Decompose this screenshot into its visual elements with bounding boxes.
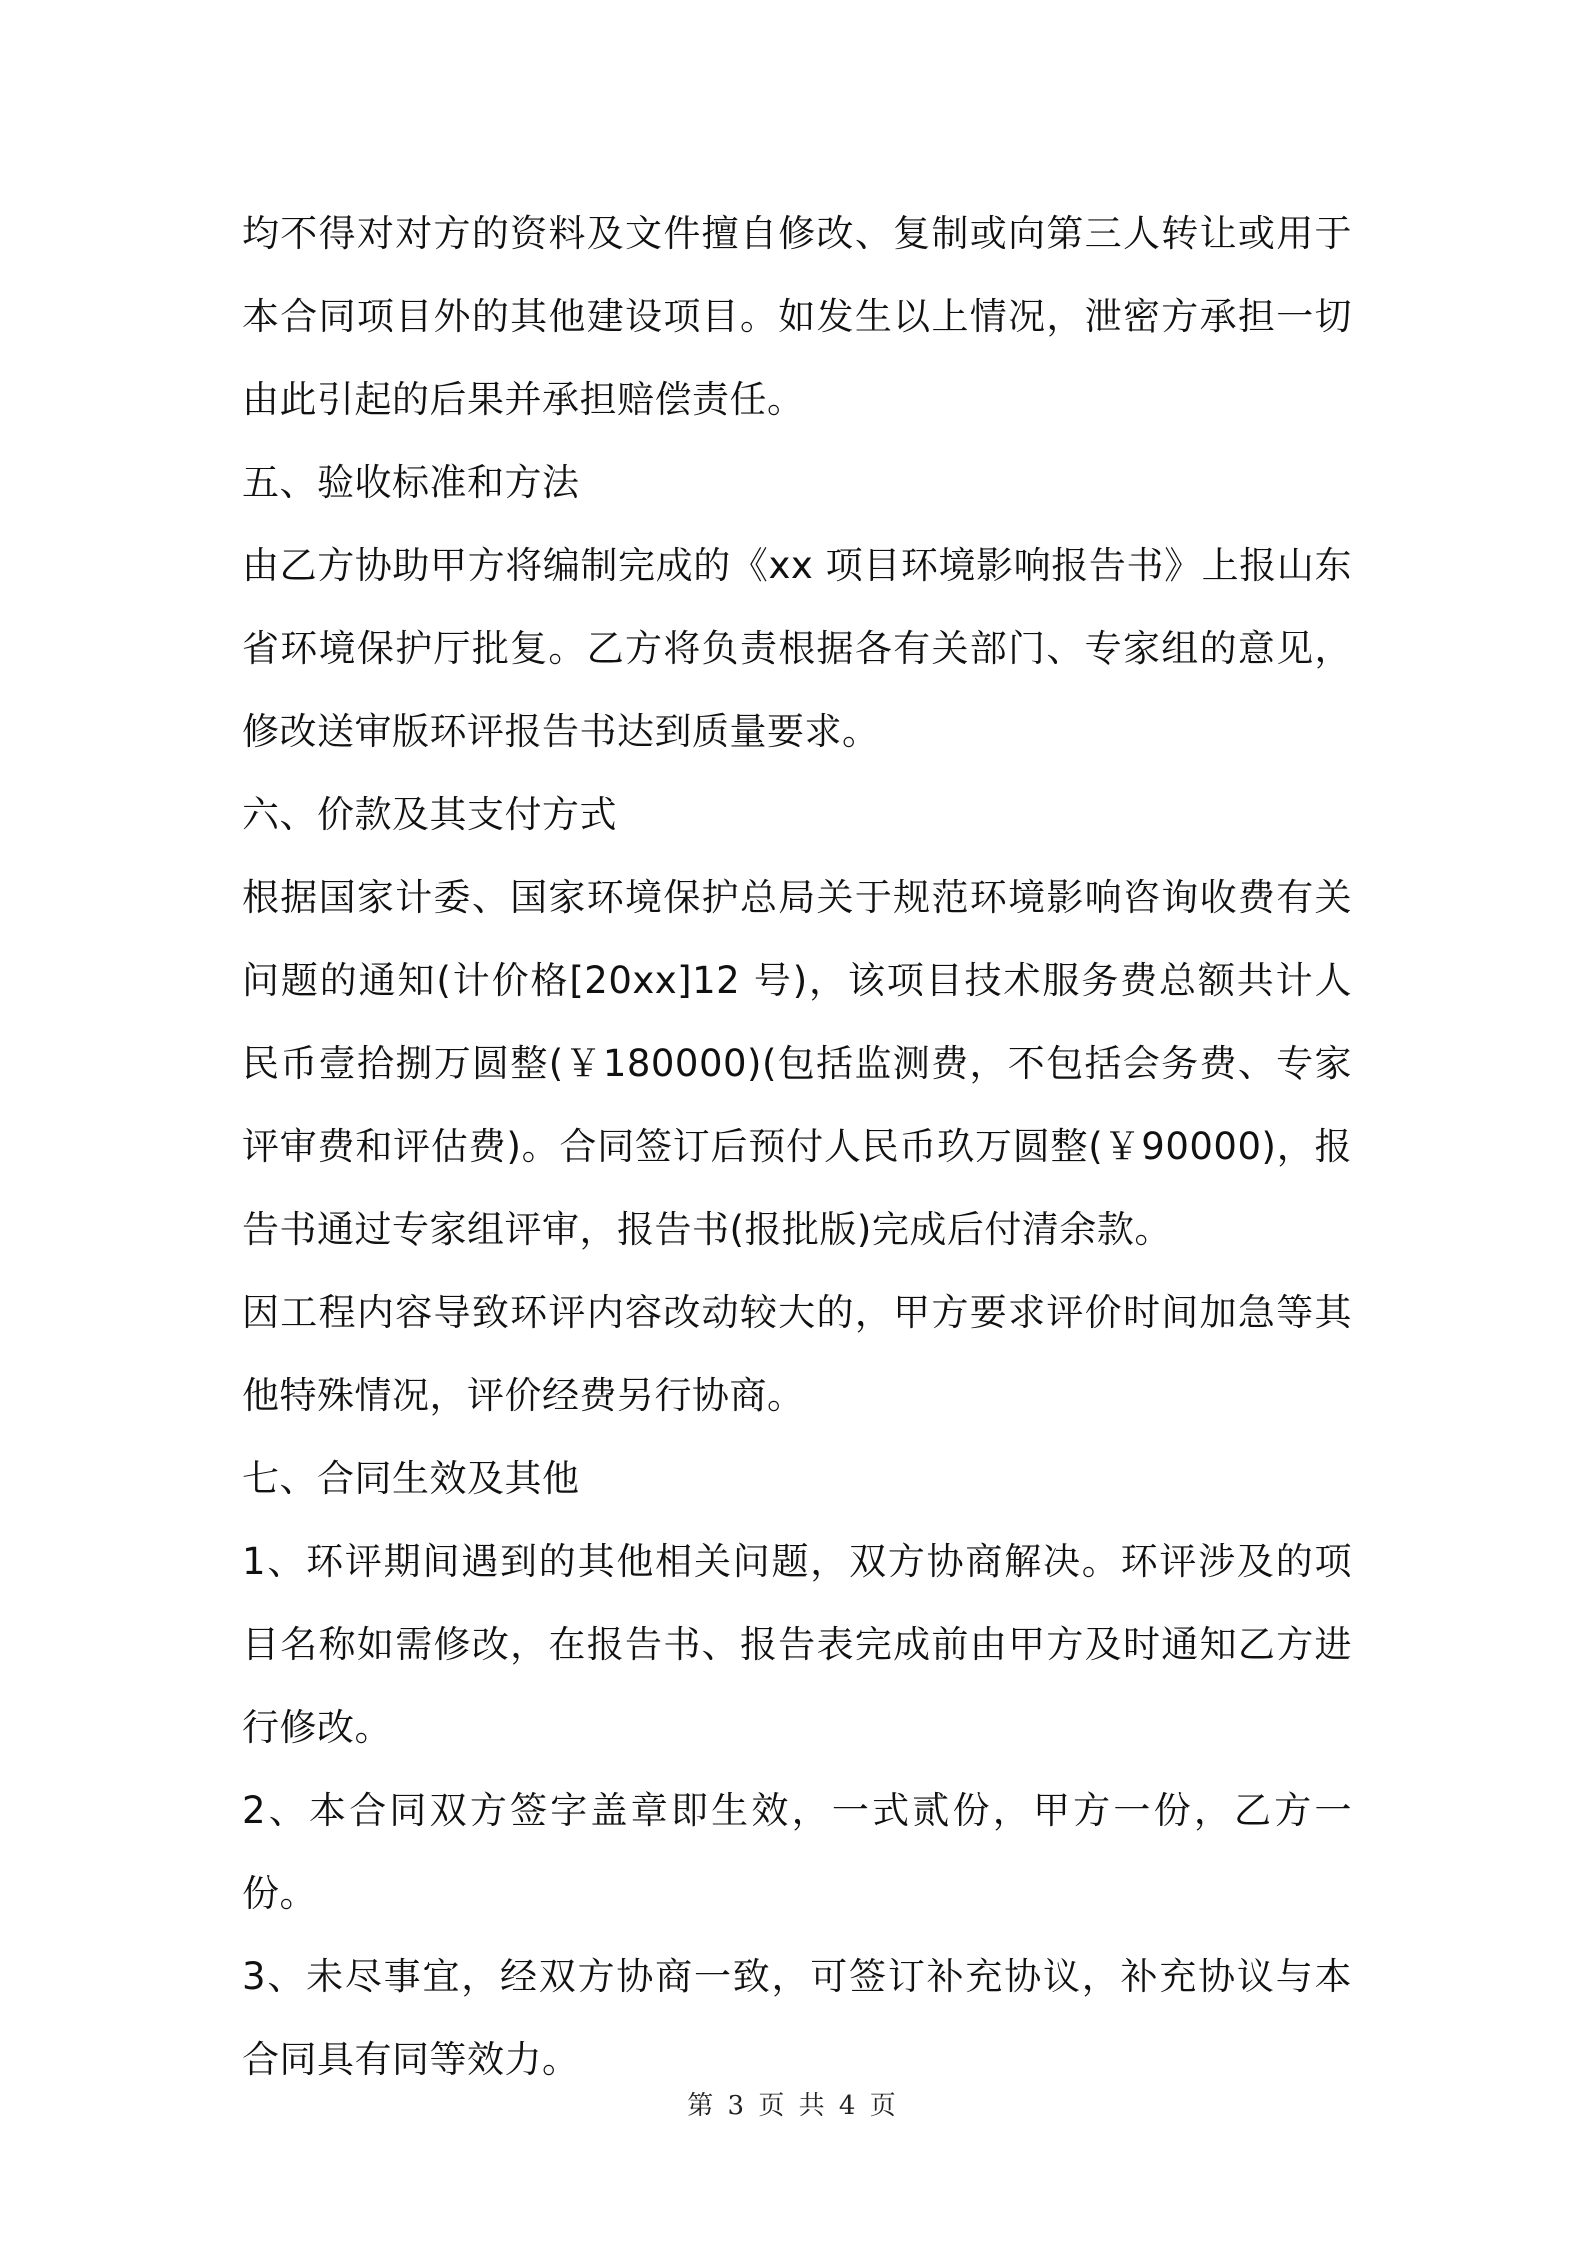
paragraph-clause-1: 1、环评期间遇到的其他相关问题，双方协商解决。环评涉及的项目名称如需修改，在报告书、报告表完成前由甲方及时通知乙方进行修改。	[242, 1540, 1352, 1749]
section-heading-payment: 六、价款及其支付方式	[242, 793, 617, 836]
paragraph-payment-terms: 根据国家计委、国家环境保护总局关于规范环境影响咨询收费有关问题的通知(计价格[20xx]12 号)，该项目技术服务费总额共计人民币壹拾捌万圆整(￥180000)(包括监测费，不包括会务费、专家评审费和评估费)。合同签订后预付人民币玖万圆整(￥90000)，报告书通过专家组评审，报告书(报批版)完成后付清余款。	[242, 876, 1352, 1251]
paragraph-payment-exception: 因工程内容导致环评内容改动较大的，甲方要求评价时间加急等其他特殊情况，评价经费另行协商。	[242, 1291, 1352, 1417]
section-heading-acceptance: 五、验收标准和方法	[242, 461, 580, 504]
page-number-footer: 第 3 页 共 4 页	[687, 2091, 899, 2121]
paragraph-acceptance: 由乙方协助甲方将编制完成的《xx 项目环境影响报告书》上报山东省环境保护厅批复。乙方将负责根据各有关部门、专家组的意见，修改送审版环评报告书达到质量要求。	[242, 544, 1352, 753]
paragraph-clause-2: 2、本合同双方签字盖章即生效，一式贰份，甲方一份，乙方一份。	[242, 1789, 1352, 1915]
paragraph-clause-3: 3、未尽事宜，经双方协商一致，可签订补充协议，补充协议与本合同具有同等效力。	[242, 1955, 1352, 2081]
section-heading-effectiveness: 七、合同生效及其他	[242, 1457, 580, 1500]
paragraph-confidentiality: 均不得对对方的资料及文件擅自修改、复制或向第三人转让或用于本合同项目外的其他建设项目。如发生以上情况，泄密方承担一切由此引起的后果并承担赔偿责任。	[242, 212, 1352, 421]
document-body	[242, 192, 1352, 2101]
